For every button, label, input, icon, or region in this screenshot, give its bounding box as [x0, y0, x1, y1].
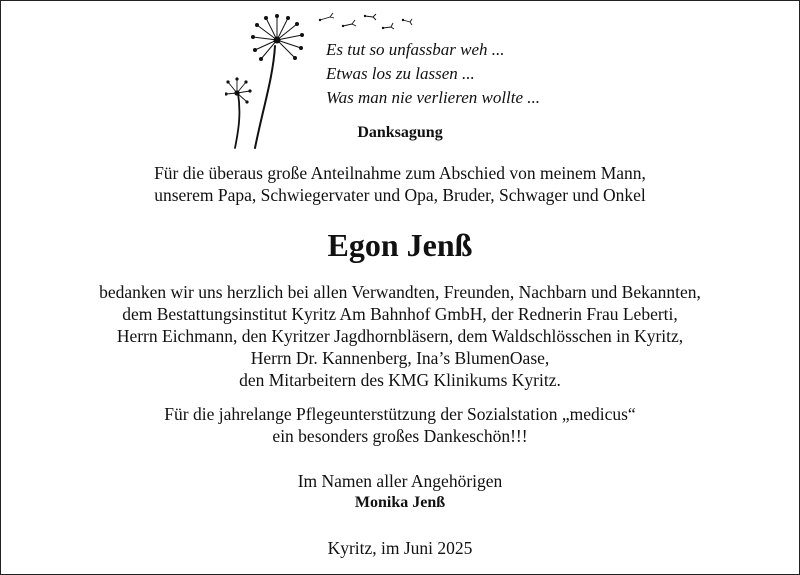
poem — [326, 38, 540, 110]
heading: Danksagung — [357, 124, 443, 141]
thanks-line: den Mitarbeitern des KMG Klinikums Kyritz. — [239, 370, 561, 390]
poem-line: Was man nie verlieren wollte ... — [326, 88, 541, 107]
thanks-line: Herrn Eichmann, den Kyritzer Jagdhornbläsern, dem Waldschlösschen in Kyritz, — [116, 326, 684, 346]
intro-line: unserem Papa, Schwiegervater und Opa, Bruder, Schwager und Onkel — [154, 185, 646, 205]
poem-line: Es tut so unfassbar weh ... — [326, 40, 505, 59]
signature-line: Im Namen aller Angehörigen — [297, 471, 503, 491]
thanks-line: dem Bestattungsinstitut Kyritz Am Bahnhof GmbH, der Rednerin Frau Leberti, — [122, 304, 678, 324]
care-thanks-text — [0, 403, 800, 447]
care-line: Für die jahrelange Pflegeunterstützung der Sozialstation „medicus“ — [164, 404, 636, 424]
intro-text — [0, 162, 800, 206]
signature-name: Monika Jenß — [354, 494, 446, 511]
intro-line: Für die überaus große Anteilnahme zum Abschied von meinem Mann, — [154, 163, 646, 183]
signature — [0, 470, 800, 514]
deceased-name: Egon Jenß — [327, 227, 473, 263]
thanks-line: Herrn Dr. Kannenberg, Ina’s BlumenOase, — [250, 348, 550, 368]
place-date: Kyritz, im Juni 2025 — [327, 538, 473, 558]
poem-line: Etwas los zu lassen ... — [326, 64, 475, 83]
large-dandelion-head — [253, 16, 302, 59]
care-line: ein besonders großes Dankeschön!!! — [272, 426, 528, 446]
thanks-line: bedanken wir uns herzlich bei allen Verwandten, Freunden, Nachbarn und Bekannten, — [99, 282, 701, 302]
thanks-text — [0, 281, 800, 391]
